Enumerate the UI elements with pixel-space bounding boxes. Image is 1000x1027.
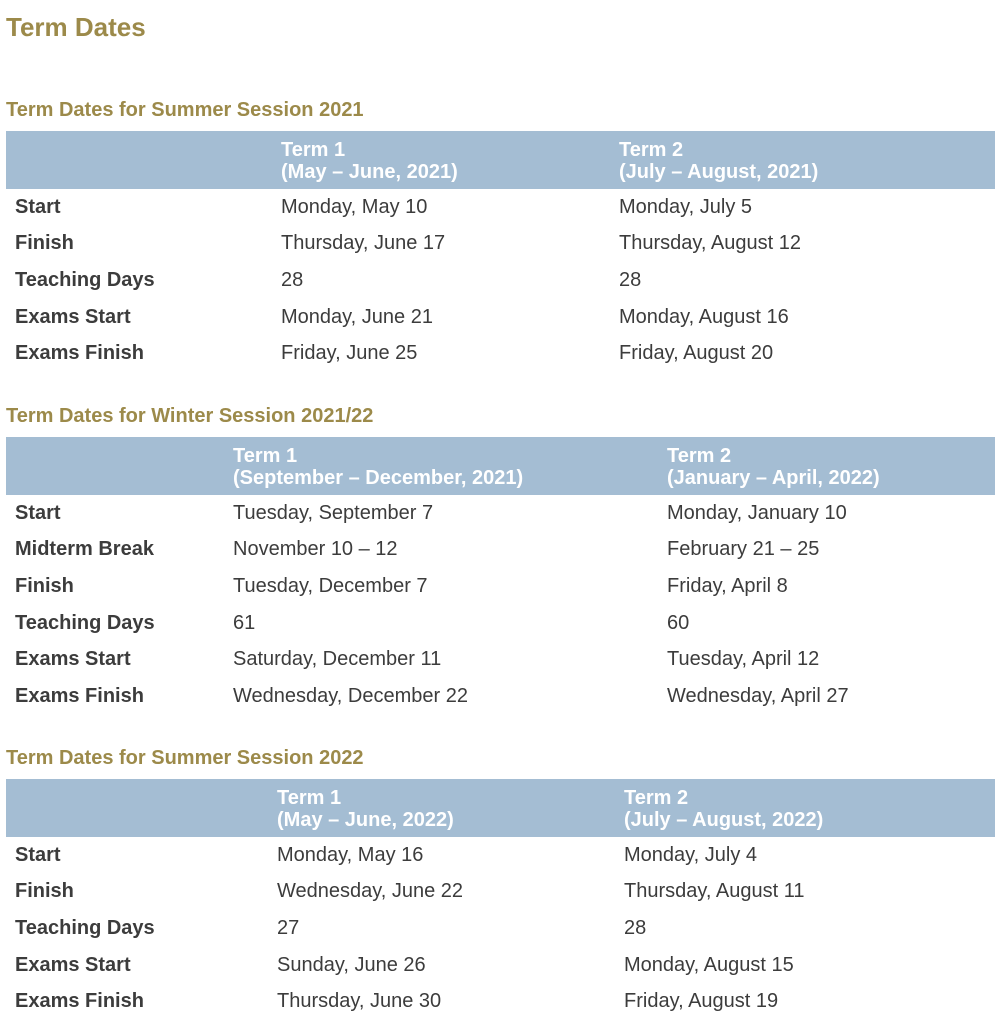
header-term-1: [277, 779, 624, 837]
term-1-value: 61: [233, 611, 256, 634]
term-1-value: Wednesday, December 22: [233, 684, 468, 707]
row-label: Finish: [15, 880, 74, 903]
table-row: [6, 226, 995, 263]
header-blank-cell: [6, 437, 233, 495]
row-label: Start: [15, 501, 61, 524]
row-label: Exams Start: [15, 953, 131, 976]
term-dates-table: [6, 779, 995, 1020]
table-row: [6, 605, 995, 642]
row-label: Teaching Days: [15, 268, 155, 291]
table-row: [6, 837, 995, 874]
term-range: (May – June, 2021): [281, 160, 458, 183]
term-name: Term 2: [667, 444, 732, 467]
section-title: Term Dates for Winter Session 2021/22: [6, 405, 374, 427]
term-range: (July – August, 2022): [624, 808, 824, 831]
term-1-value: Tuesday, September 7: [233, 501, 434, 524]
term-1-value: November 10 – 12: [233, 538, 398, 561]
term-name: Term 1: [281, 138, 346, 161]
term-1-value: Thursday, June 30: [277, 990, 442, 1013]
table-row: [6, 262, 995, 299]
table-header-row: [6, 131, 995, 189]
header-blank-cell: [6, 131, 281, 189]
term-dates-table: [6, 131, 995, 372]
term-1-value: Monday, May 16: [277, 843, 424, 866]
table-row: [6, 299, 995, 336]
term-2-value: Wednesday, April 27: [667, 684, 849, 707]
row-label: Exams Start: [15, 305, 131, 328]
table-row: [6, 947, 995, 984]
section-title: Term Dates for Summer Session 2022: [6, 747, 364, 769]
header-blank-cell: [6, 779, 277, 837]
term-2-value: 28: [624, 916, 647, 939]
header-term-2: [624, 779, 995, 837]
table-header-row: [6, 437, 995, 495]
row-label: Start: [15, 195, 61, 218]
term-1-value: 27: [277, 916, 300, 939]
row-label: Exams Finish: [15, 990, 144, 1013]
table-row: [6, 189, 995, 226]
term-2-value: Thursday, August 11: [624, 880, 805, 903]
table-row: [6, 678, 995, 715]
section-title: Term Dates for Summer Session 2021: [6, 99, 364, 121]
term-range: (July – August, 2021): [619, 160, 819, 183]
term-2-value: Tuesday, April 12: [667, 648, 820, 671]
row-label: Exams Start: [15, 648, 131, 671]
term-name: Term 1: [233, 444, 298, 467]
term-2-value: Monday, August 15: [624, 953, 794, 976]
page-title: Term Dates: [6, 12, 146, 42]
term-2-value: Friday, August 20: [619, 342, 774, 365]
header-term-2: [619, 131, 995, 189]
term-2-value: February 21 – 25: [667, 538, 820, 561]
term-1-value: Friday, June 25: [281, 342, 418, 365]
term-2-value: 28: [619, 268, 642, 291]
term-2-value: Monday, January 10: [667, 501, 847, 524]
term-1-value: Wednesday, June 22: [277, 880, 464, 903]
table-row: [6, 495, 995, 532]
table-row: [6, 910, 995, 947]
row-label: Teaching Days: [15, 611, 155, 634]
term-2-value: Monday, July 5: [619, 195, 753, 218]
term-2-value: 60: [667, 611, 690, 634]
header-term-1: [233, 437, 667, 495]
table-row: [6, 983, 995, 1020]
term-dates-table: [6, 437, 995, 715]
term-2-value: Friday, August 19: [624, 990, 779, 1013]
term-1-value: Monday, May 10: [281, 195, 428, 218]
row-label: Finish: [15, 574, 74, 597]
row-label: Exams Finish: [15, 342, 144, 365]
table-row: [6, 335, 995, 372]
row-label: Exams Finish: [15, 684, 144, 707]
term-1-value: 28: [281, 268, 304, 291]
term-name: Term 2: [624, 786, 689, 809]
term-2-value: Thursday, August 12: [619, 232, 801, 255]
term-2-value: Monday, July 4: [624, 843, 758, 866]
term-2-value: Monday, August 16: [619, 305, 789, 328]
term-1-value: Sunday, June 26: [277, 953, 426, 976]
section-winter-2021-22: [6, 403, 995, 715]
term-2-value: Friday, April 8: [667, 574, 788, 597]
table-row: [6, 641, 995, 678]
term-range: (January – April, 2022): [667, 466, 880, 489]
row-label: Teaching Days: [15, 916, 155, 939]
row-label: Start: [15, 843, 61, 866]
table-row: [6, 874, 995, 911]
term-name: Term 2: [619, 138, 684, 161]
table-header-row: [6, 779, 995, 837]
term-name: Term 1: [277, 786, 342, 809]
term-1-value: Tuesday, December 7: [233, 574, 428, 597]
table-row: [6, 532, 995, 569]
term-1-value: Saturday, December 11: [233, 648, 442, 671]
section-summer-2022: [6, 745, 995, 1020]
term-range: (September – December, 2021): [233, 466, 524, 489]
header-term-1: [281, 131, 619, 189]
term-1-value: Thursday, June 17: [281, 232, 446, 255]
row-label: Midterm Break: [15, 538, 154, 561]
row-label: Finish: [15, 232, 74, 255]
term-1-value: Monday, June 21: [281, 305, 433, 328]
term-range: (May – June, 2022): [277, 808, 454, 831]
header-term-2: [667, 437, 995, 495]
section-summer-2021: [6, 97, 995, 372]
table-row: [6, 568, 995, 605]
